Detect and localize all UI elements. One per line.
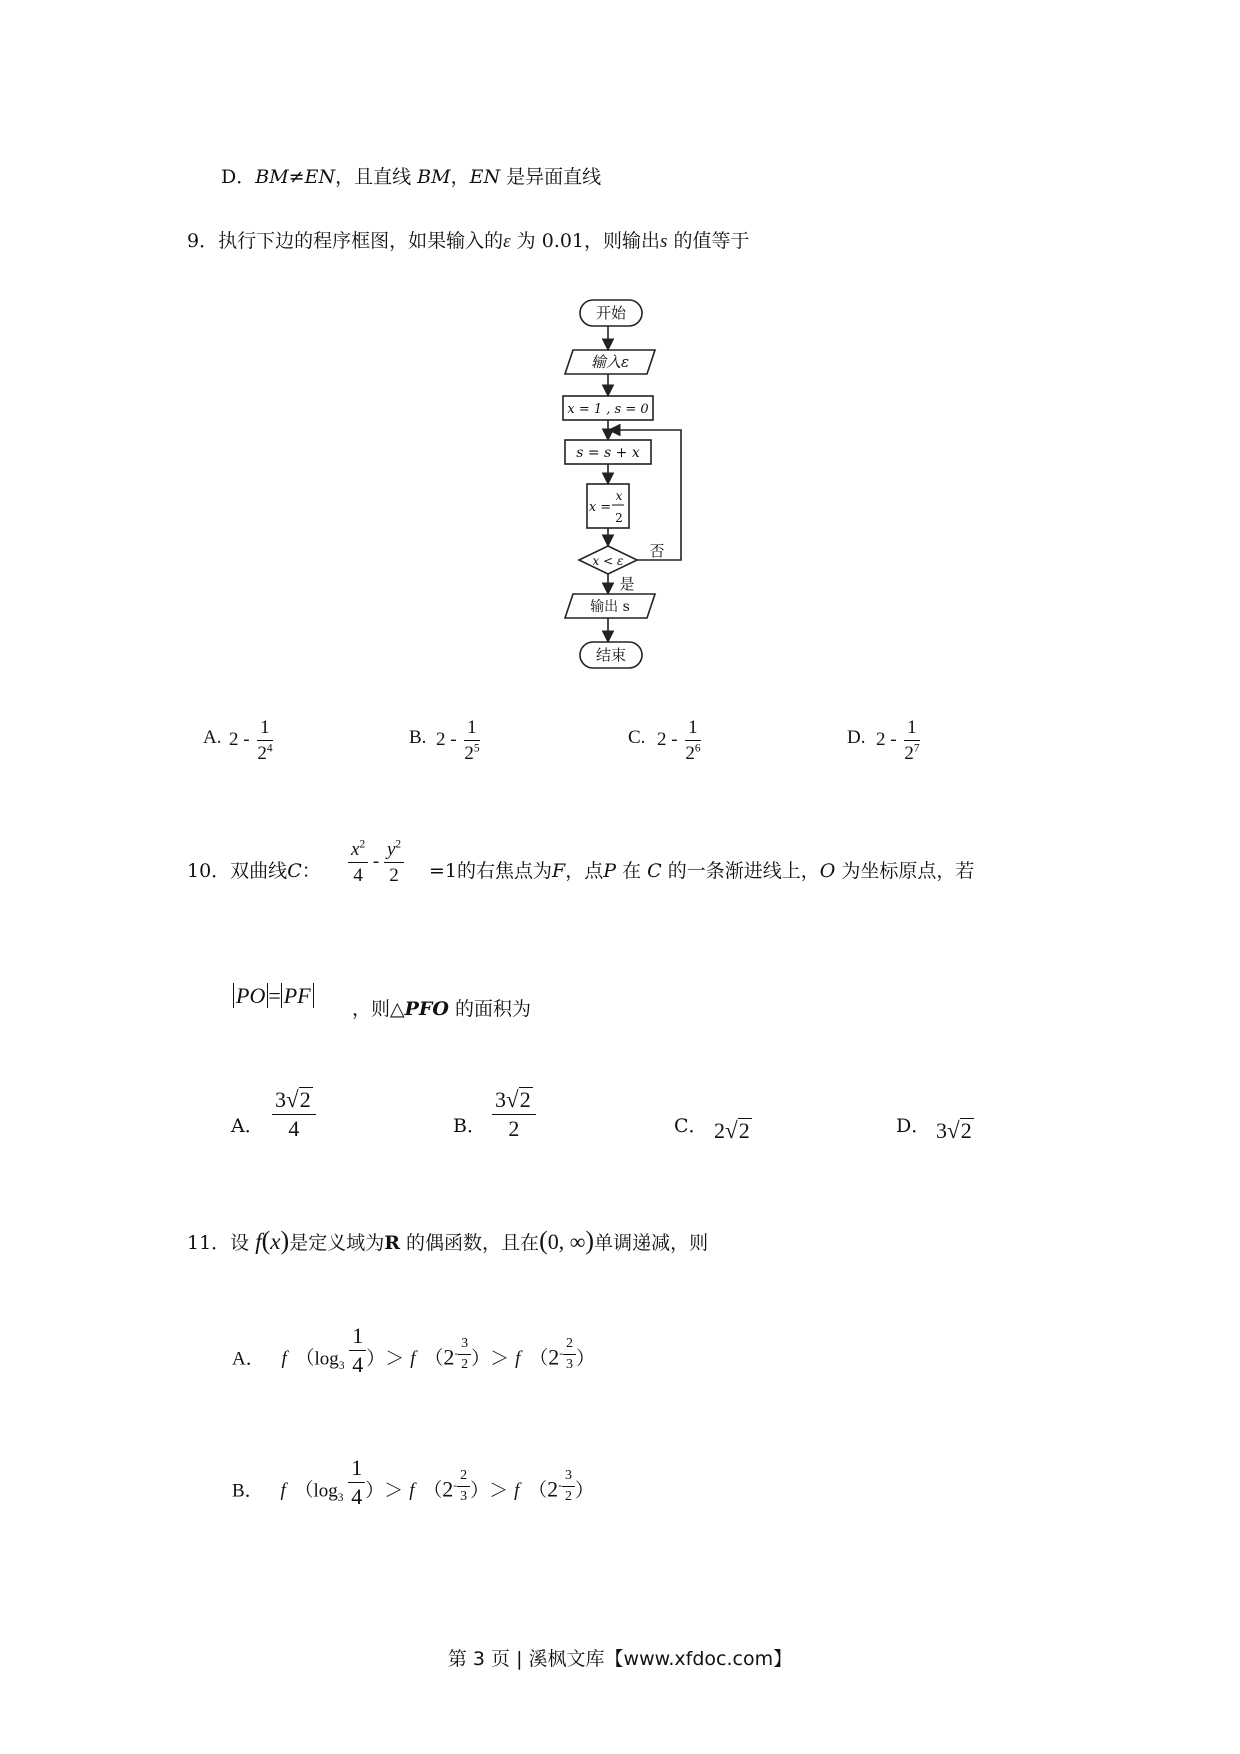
q9-option-b-expr: 2 - $\frac{1}{2^5}$: [436, 717, 480, 764]
q10-option-a[interactable]: A．: [231, 1115, 264, 1137]
fc-input: 输入ε: [590, 353, 630, 371]
q10-stem-prefix: 10．双曲线C：: [187, 860, 321, 882]
flowchart-svg: [545, 292, 695, 680]
fc-step2-den: 2: [615, 511, 623, 525]
q9-option-c-expr: 2 - $\frac{1}{2^6}$: [657, 717, 701, 764]
q10-option-b[interactable]: B．: [453, 1115, 486, 1137]
fc-no: 否: [649, 542, 665, 560]
q10-stem-rest: =1的右焦点为F，点P 在 C 的一条渐进线上，O 为坐标原点，若: [429, 860, 975, 882]
fc-step1: s = s + x: [576, 445, 640, 461]
fc-cond: x < ε: [592, 554, 624, 568]
q10-option-c[interactable]: C．: [674, 1115, 708, 1137]
page-footer: 第 3 页 | 溪枫文库【www.xfdoc.com】: [447, 1648, 793, 1670]
q10-option-d[interactable]: D．: [896, 1115, 931, 1137]
q9-option-d[interactable]: D.: [847, 727, 866, 748]
q8-option-d: D．BM≠EN，且直线 BM，EN 是异面直线: [221, 166, 602, 188]
q11-option-b[interactable]: B． f （$\log_3$ $\frac{1}{4}$ ）＞ f （$2^{- \frac{2}{3}}$ ）＞ f （$2^{- \frac{3}{2}}$ ）: [232, 1454, 594, 1509]
q11-option-a[interactable]: A． f （$\log_3$ $\frac{1}{4}$ ）＞ f （$2^{- \frac{3}{2}}$ ）＞ f （$2^{- \frac{2}{3}}$ ）: [232, 1322, 596, 1377]
q9-option-b[interactable]: B.: [409, 727, 427, 748]
q9-option-d-expr: 2 - $\frac{1}{2^7}$: [876, 717, 920, 764]
fc-step2-num: x: [615, 489, 623, 503]
q10-option-c-expr: 2√2: [714, 1117, 750, 1143]
q9-stem: 9．执行下边的程序框图，如果输入的ε 为 0.01，则输出s 的值等于: [187, 230, 750, 252]
q10-equation: $\frac{x^2}{4}$ - $\frac{y^2}{2}$: [348, 840, 404, 885]
q10-option-b-expr: $\frac{3√2}{2}$: [492, 1087, 536, 1140]
fc-yes: 是: [619, 575, 635, 593]
q10-option-d-expr: 3√2: [936, 1117, 972, 1143]
q10-option-a-expr: $\frac{3√2}{4}$: [272, 1087, 316, 1140]
fc-init: x = 1 , s = 0: [567, 402, 649, 417]
q10-stem-line2: ，则△PFO 的面积为: [352, 998, 532, 1020]
q11-stem: 11．设 f(x)是定义域为R 的偶函数，且在(0, ∞)单调递减，则: [187, 1226, 709, 1255]
fc-step2-lhs: x =: [588, 500, 612, 515]
fc-start: 开始: [595, 304, 627, 322]
fc-output: 输出 s: [590, 599, 630, 615]
q9-option-a[interactable]: A.: [203, 727, 222, 748]
q9-option-a-expr: 2 - $\frac{1}{2^4}$: [229, 717, 273, 764]
q9-option-c[interactable]: C.: [628, 727, 646, 748]
flowchart: [545, 292, 695, 680]
fc-end: 结束: [595, 646, 627, 664]
q10-condition: PO = PF: [233, 985, 314, 1007]
